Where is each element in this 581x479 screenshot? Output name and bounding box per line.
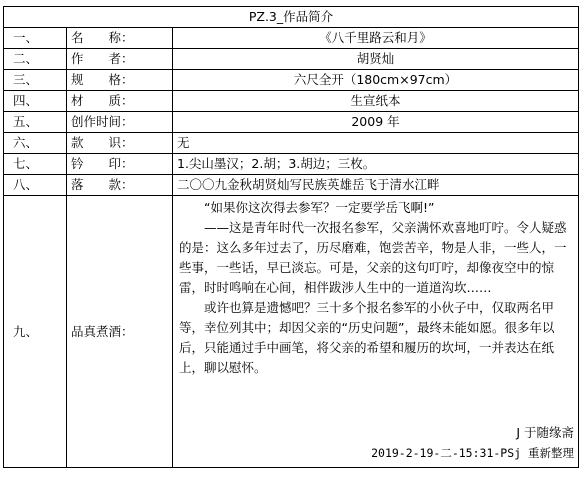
footer-note: 2019-2-19-二-15:31-PSj 重新整理	[371, 446, 574, 460]
row-value: 生宣纸本	[173, 91, 579, 112]
essay-paragraph: ——这是青年时代一次报名参军，父亲满怀欢喜地叮咛。令人疑惑的是：这么多年过去了，历尽磨难，饱尝苦辛，物是人非，一些人，一些事，一些话，早已淡忘。可是，父亲的这句叮咛，却像夜空中的惊雷，时时鸣响在心间，相伴跋涉人生中的一道道沟坎……	[179, 220, 567, 295]
essay-row	[4, 196, 579, 468]
row-number: 七、	[4, 154, 67, 175]
row-value: 无	[173, 133, 579, 154]
table-row	[4, 154, 579, 175]
row-number: 九、	[4, 196, 67, 468]
table-row	[4, 49, 579, 70]
table-row	[4, 133, 579, 154]
signature: J 于随缘斋	[516, 425, 574, 440]
table-row	[4, 91, 579, 112]
intro-table	[3, 6, 579, 468]
row-label: 钤 印：	[67, 154, 173, 175]
row-number: 四、	[4, 91, 67, 112]
row-number: 三、	[4, 70, 67, 91]
row-number: 六、	[4, 133, 67, 154]
row-label: 材 质：	[67, 91, 173, 112]
table-row	[4, 112, 579, 133]
row-value: 1.尖山墨汉；2.胡；3.胡边；三枚。	[173, 154, 579, 175]
row-label: 品真煮酒：	[67, 196, 173, 468]
table-row	[4, 28, 579, 49]
row-label: 名 称：	[67, 28, 173, 49]
row-value: 《八千里路云和月》	[173, 28, 579, 49]
row-label: 创作时间：	[67, 112, 173, 133]
row-number: 八、	[4, 175, 67, 196]
row-label: 作 者：	[67, 49, 173, 70]
row-label: 落 款：	[67, 175, 173, 196]
row-label: 规 格：	[67, 70, 173, 91]
row-value: 六尺全开（180cm×97cm）	[173, 70, 579, 91]
row-number: 一、	[4, 28, 67, 49]
row-value: 二〇〇九金秋胡贤灿写民族英雄岳飞于清水江畔	[173, 175, 579, 196]
table-row	[4, 175, 579, 196]
essay-paragraph: “如果你这次得去参军？一定要学岳飞啊!”	[204, 200, 435, 215]
row-value: 2009 年	[173, 112, 579, 133]
row-number: 五、	[4, 112, 67, 133]
row-value: 胡贤灿	[173, 49, 579, 70]
row-label: 款 识：	[67, 133, 173, 154]
essay-cell	[173, 196, 579, 468]
table-row	[4, 70, 579, 91]
table-title: PZ.3_作品简介	[4, 7, 579, 28]
essay-paragraph: 或许也算是遗憾吧？三十多个报名参军的小伙子中，仅取两名甲等，幸位列其中；却因父亲的“历史问题”，最终未能如愿。很多年以后，只能通过手中画笔，将父亲的希望和履历的坎坷，一并表达在纸上，聊以慰怀。	[179, 300, 555, 375]
row-number: 二、	[4, 49, 67, 70]
title-row	[4, 7, 579, 28]
